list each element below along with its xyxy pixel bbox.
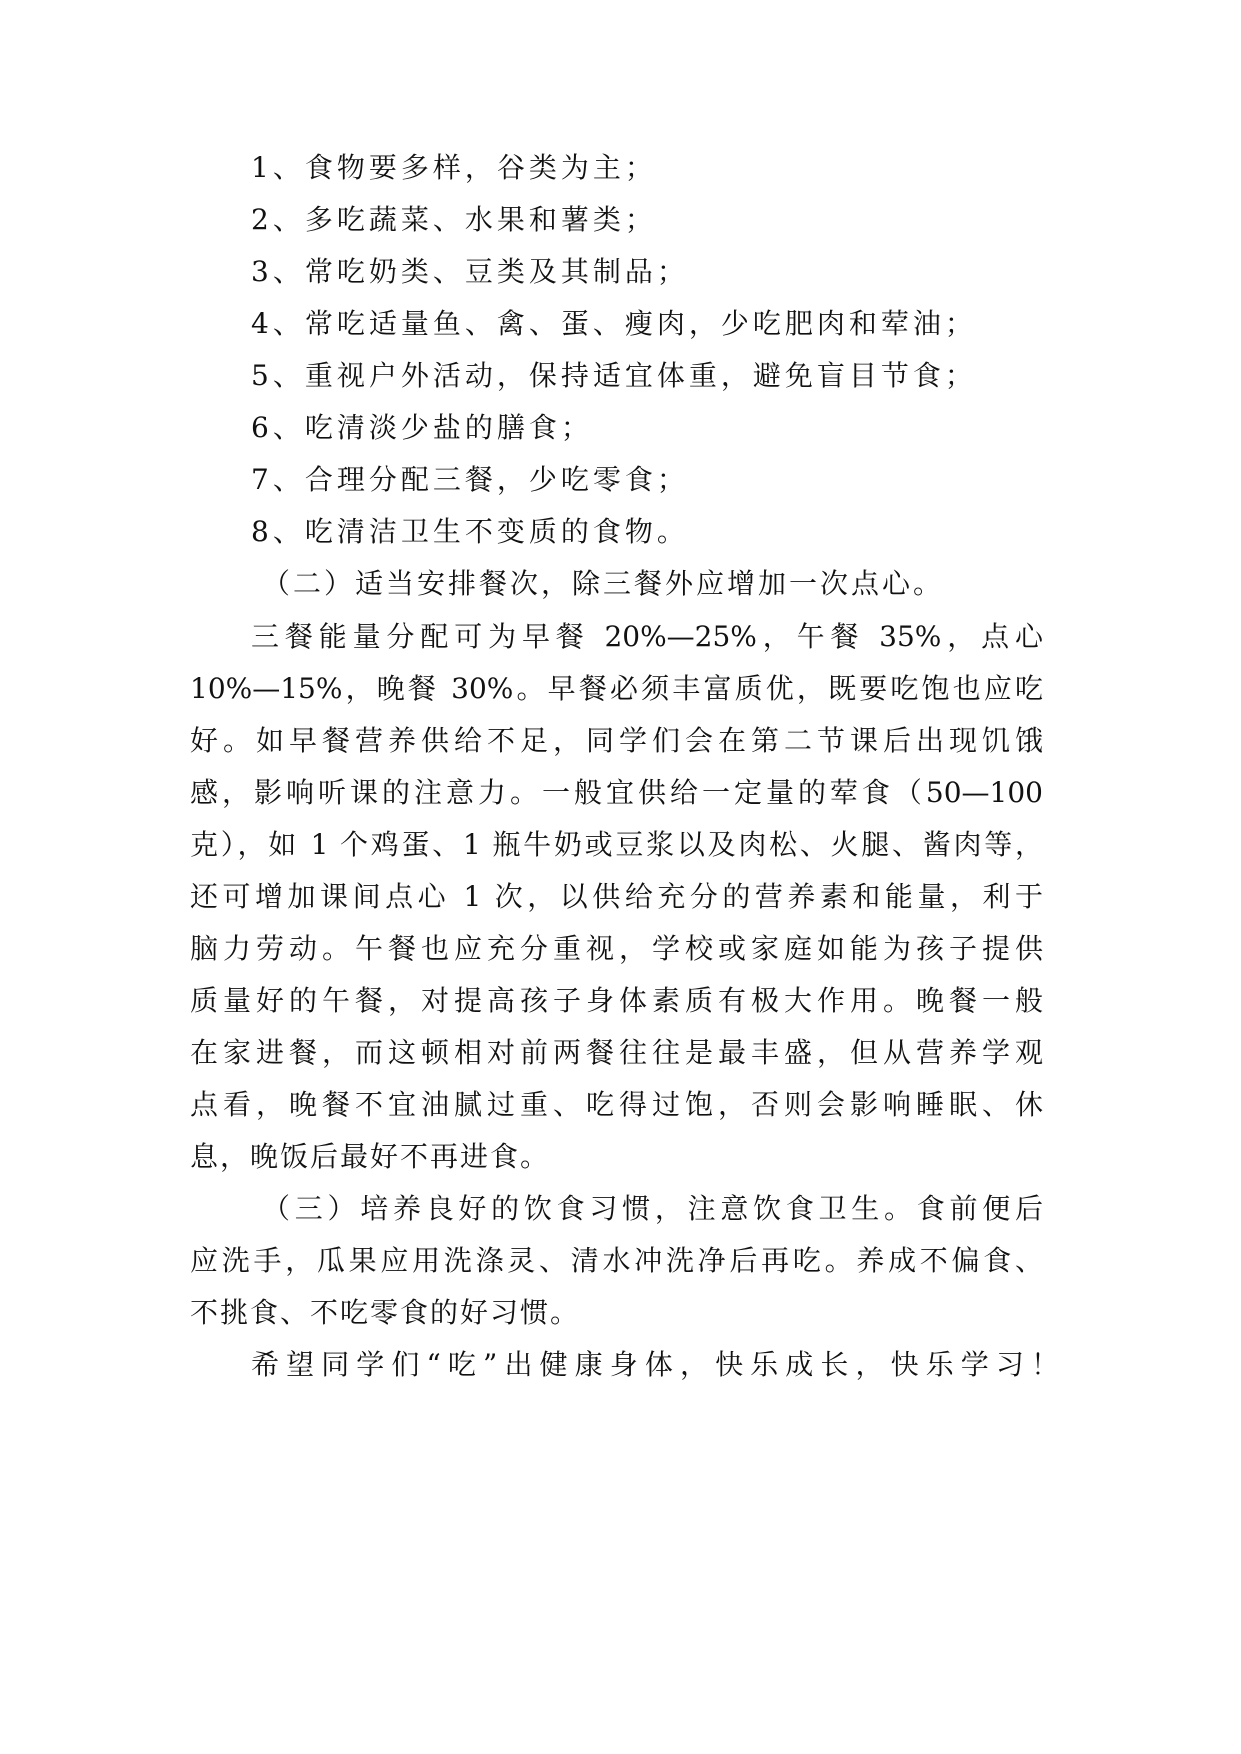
section2-line-4: 感，影响听课的注意力。一般宜供给一定量的荤食（50—100 xyxy=(190,776,1043,809)
principle-3: 3、常吃奶类、豆类及其制品； xyxy=(251,255,689,288)
section2-line-10: 点看，晚餐不宜油腻过重、吃得过饱，否则会影响睡眠、休 xyxy=(190,1088,1043,1121)
section3-line-3: 不挑食、不吃零食的好习惯。 xyxy=(190,1296,581,1329)
section2-line-11: 息，晚饭后最好不再进食。 xyxy=(190,1140,551,1173)
section3-line-2: 应洗手，瓜果应用洗涤灵、清水冲洗净后再吃。养成不偏食、 xyxy=(190,1244,1043,1277)
principle-2: 2、多吃蔬菜、水果和薯类； xyxy=(251,203,657,236)
section2-line-3: 好。如早餐营养供给不足，同学们会在第二节课后出现饥饿 xyxy=(190,724,1043,757)
section2-line-6: 还可增加课间点心 1 次，以供给充分的营养素和能量，利于 xyxy=(190,880,1043,913)
principle-7: 7、合理分配三餐，少吃零食； xyxy=(251,463,689,496)
section2-line-9: 在家进餐，而这顿相对前两餐往往是最丰盛，但从营养学观 xyxy=(190,1036,1043,1069)
closing-line: 希望同学们“吃”出健康身体，快乐成长，快乐学习！ xyxy=(251,1348,1059,1381)
section2-line-8: 质量好的午餐，对提高孩子身体素质有极大作用。晚餐一般 xyxy=(190,984,1043,1017)
principle-6: 6、吃清淡少盐的膳食； xyxy=(251,411,593,444)
section2-line-5: 克），如 1 个鸡蛋、1 瓶牛奶或豆浆以及肉松、火腿、酱肉等， xyxy=(190,828,1043,861)
section2-line-1: 三餐能量分配可为早餐 20%—25%，午餐 35%，点心 xyxy=(251,620,1043,653)
principle-8: 8、吃清洁卫生不变质的食物。 xyxy=(251,515,689,548)
section2-line-2: 10%—15%，晚餐 30%。早餐必须丰富质优，既要吃饱也应吃 xyxy=(190,672,1043,705)
principle-5: 5、重视户外活动，保持适宜体重，避免盲目节食； xyxy=(251,359,977,392)
section2-heading: （二）适当安排餐次，除三餐外应增加一次点心。 xyxy=(262,567,945,600)
principle-1: 1、食物要多样，谷类为主； xyxy=(251,151,657,184)
section3-line-1: （三）培养良好的饮食习惯，注意饮食卫生。食前便后 xyxy=(262,1192,1043,1225)
section2-line-7: 脑力劳动。午餐也应充分重视，学校或家庭如能为孩子提供 xyxy=(190,932,1043,965)
principle-4: 4、常吃适量鱼、禽、蛋、瘦肉，少吃肥肉和荤油； xyxy=(251,307,977,340)
